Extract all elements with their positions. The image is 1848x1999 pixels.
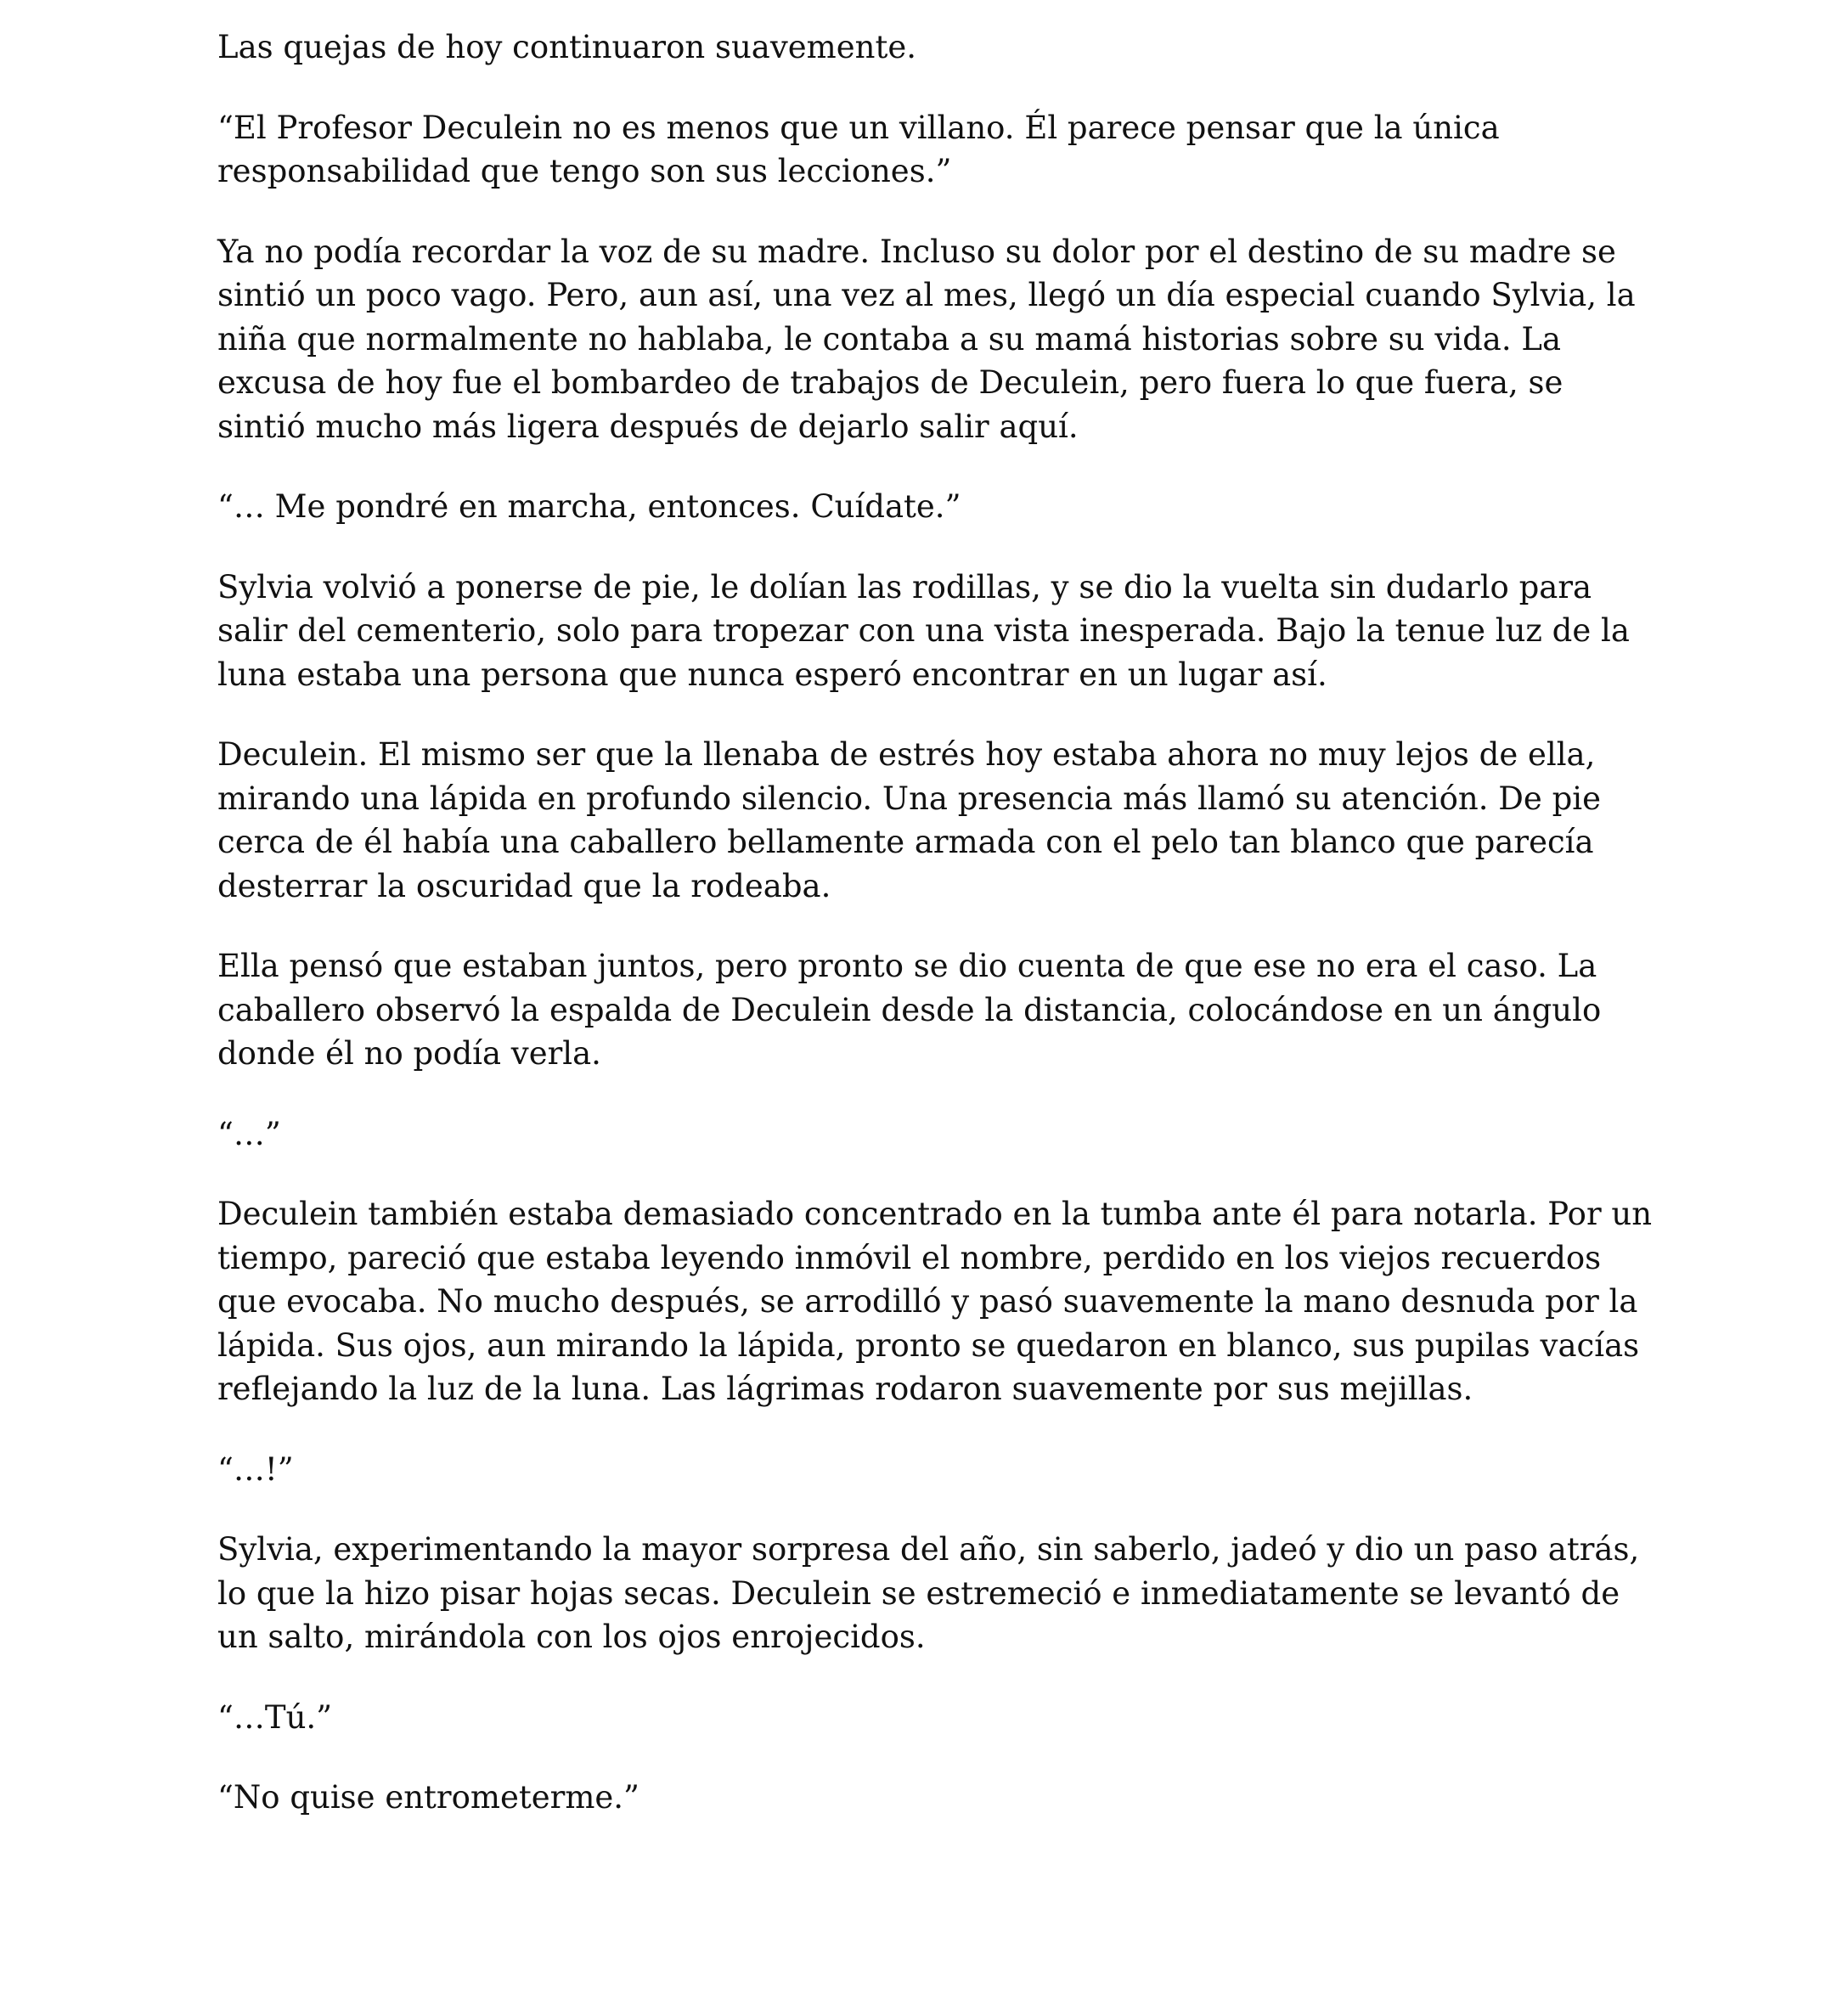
paragraph: Deculein también estaba demasiado concentrado en la tumba ante él para notarla. Por un tiempo, pareció que estaba leyendo inmóvil el nombre, perdido en los viejos recuerdos que evocaba. No mucho después, se arrodilló y pasó suavemente la mano desnuda por la lápida. Sus ojos, aun mirando la lápida, pronto se quedaron en blanco, sus pupilas vacías reflejando la luz de la luna. Las lágrimas rodaron suavemente por sus mejillas. bbox=[217, 1196, 1653, 1407]
paragraph: “No quise entrometerme.” bbox=[217, 1779, 639, 1816]
paragraph: Ella pensó que estaban juntos, pero pronto se dio cuenta de que ese no era el caso. La caballero observó la espalda de Deculein desde la distancia, colocándose en un ángulo donde él no podía verla. bbox=[217, 948, 1602, 1072]
paragraph: Las quejas de hoy continuaron suavemente. bbox=[217, 29, 916, 65]
paragraph: Sylvia, experimentando la mayor sorpresa del año, sin saberlo, jadeó y dio un paso atrás, lo que la hizo pisar hojas secas. Deculein se estremeció e inmediatamente se levantó de un salto, mirándola con los ojos enrojecidos. bbox=[217, 1531, 1640, 1655]
paragraph: “…Tú.” bbox=[217, 1698, 333, 1736]
paragraph: Sylvia volvió a ponerse de pie, le dolían las rodillas, y se dio la vuelta sin dudarlo para salir del cementerio, solo para tropezar con una vista inesperada. Bajo la tenue luz de la luna estaba una persona que nunca esperó encontrar en un lugar así. bbox=[217, 568, 1630, 693]
paragraph: “El Profesor Deculein no es menos que un villano. Él parece pensar que la única responsabilidad que tengo son sus lecciones.” bbox=[217, 109, 1500, 189]
paragraph: “… Me pondré en marcha, entonces. Cuídate.” bbox=[217, 488, 961, 525]
paragraph: Deculein. El mismo ser que la llenaba de estrés hoy estaba ahora no muy lejos de ella, mirando una lápida en profundo silencio. Una presencia más llamó su atención. De pie cerca de él había una caballero bellamente armada con el pelo tan blanco que parecía desterrar la oscuridad que la rodeaba. bbox=[217, 736, 1601, 904]
paragraph: “…” bbox=[217, 1115, 281, 1152]
document-page bbox=[217, 25, 1653, 1856]
paragraph: Ya no podía recordar la voz de su madre. Incluso su dolor por el destino de su madre se sintió un poco vago. Pero, aun así, una vez al mes, llegó un día especial cuando Sylvia, la niña que normalmente no hablaba, le contaba a su mamá historias sobre su vida. La excusa de hoy fue el bombardeo de trabajos de Deculein, pero fuera lo que fuera, se sintió mucho más ligera después de dejarlo salir aquí. bbox=[217, 233, 1636, 445]
paragraph: “…!” bbox=[217, 1450, 294, 1488]
